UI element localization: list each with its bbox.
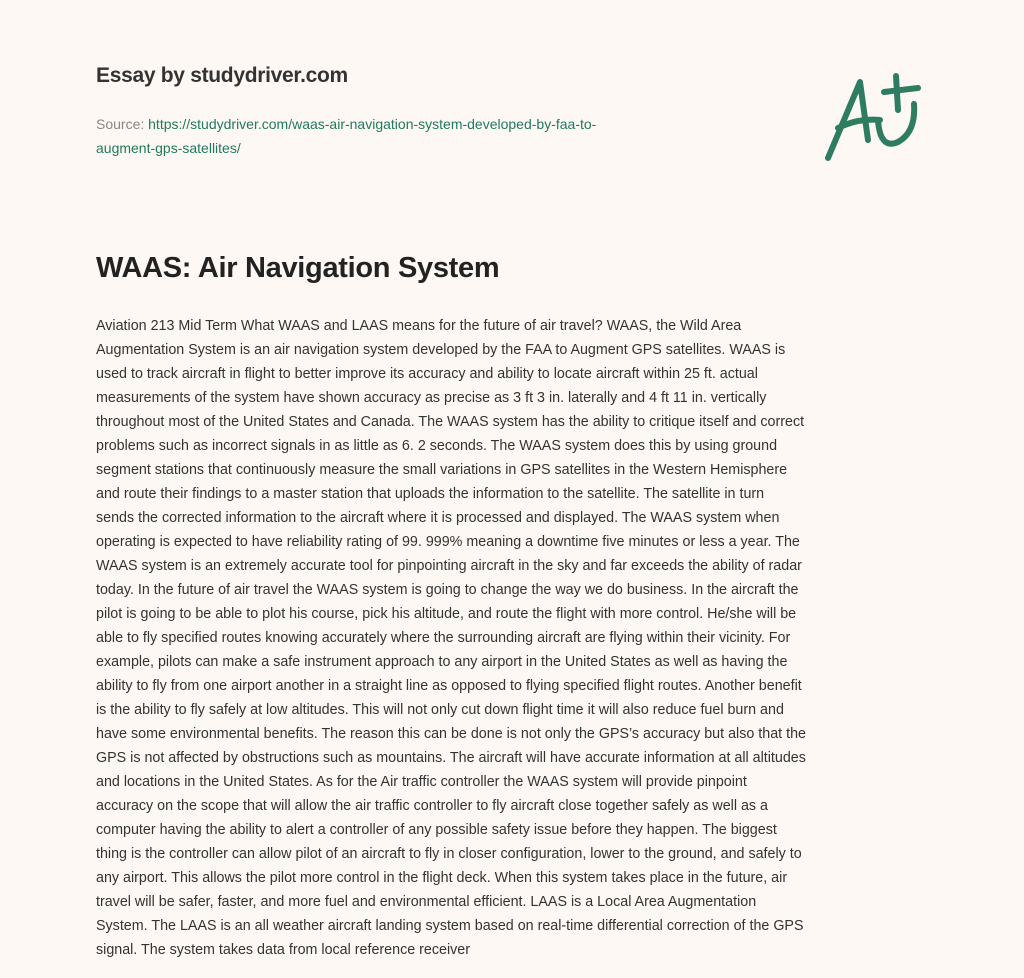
- body-line: able to fly specified routes knowing accurately where the surrounding aircraft are flying within their vicinity. For: [96, 630, 791, 646]
- body-line: Aviation 213 Mid Term What WAAS and LAAS means for the future of air travel? WAAS, the Wild Area: [96, 318, 742, 334]
- source-link[interactable]: https://studydriver.com/waas-air-navigation-system-developed-by-faa-to- augment-gps-satellites/: [96, 116, 597, 156]
- body-line: travel will be safer, faster, and more fuel and environmental efficient. LAAS is a Local Area Augmentation: [96, 894, 757, 910]
- body-line: used to track aircraft in flight to better improve its accuracy and ability to locate aircraft within 25 ft. actual: [96, 366, 758, 382]
- body-line: any airport. This allows the pilot more control in the flight deck. When this system takes place in the future, air: [96, 870, 788, 886]
- body-line: example, pilots can make a safe instrument approach to any airport in the United States as well as having the: [96, 654, 788, 670]
- body-line: accuracy on the scope that will allow the air traffic controller to fly aircraft close together safely as well as a: [96, 798, 768, 814]
- body-line: Augmentation System is an air navigation system developed by the FAA to Augment GPS satellites. WAAS is: [96, 342, 786, 358]
- body-line: GPS is not affected by obstructions such as mountains. The aircraft will have accurate information at all altitudes: [96, 750, 806, 766]
- body-line: sends the corrected information to the aircraft where it is processed and displayed. The WAAS system when: [96, 510, 780, 526]
- body-line: today. In the future of air travel the WAAS system is going to change the way we do business. In the aircraft the: [96, 582, 799, 598]
- body-line: WAAS system is an extremely accurate tool for pinpointing aircraft in the sky and far exceeds the ability of radar: [96, 558, 802, 574]
- a-plus-logo-icon: [818, 70, 930, 166]
- body-line: ability to fly from one airport another in a straight line as opposed to flying specified flight routes. Another benefit: [96, 678, 802, 694]
- body-line: thing is the controller can allow pilot of an aircraft to fly in closer configuration, lower to the ground, and safely to: [96, 846, 802, 862]
- body-line: operating is expected to have reliability rating of 99. 999% meaning a downtime five minutes or less a year. The: [96, 534, 800, 550]
- source-label: Source:: [96, 116, 149, 132]
- body-line: and route their findings to a master station that uploads the information to the satellite. The satellite in turn: [96, 486, 765, 502]
- body-line: computer having the ability to alert a controller of any possible safety issue before they happen. The biggest: [96, 822, 777, 838]
- article-title: WAAS: Air Navigation System: [96, 252, 500, 284]
- body-line: problems such as incorrect signals in as little as 6. 2 seconds. The WAAS system does this by using ground: [96, 438, 778, 454]
- body-line: measurements of the system have shown accuracy as precise as 3 ft 3 in. laterally and 4 ft 11 in. vertically: [96, 390, 767, 406]
- body-line: segment stations that continuously measure the small variations in GPS satellites in the Western Hemisphere: [96, 462, 788, 478]
- body-line: signal. The system takes data from local reference receiver: [96, 942, 471, 958]
- body-line: have some environmental benefits. The reason this can be done is not only the GPS’s accuracy but also that the: [96, 726, 806, 742]
- site-brand: Essay by studydriver.com: [96, 64, 348, 87]
- body-line: pilot is going to be able to plot his course, pick his altitude, and route the flight with more control. He/she will be: [96, 606, 797, 622]
- body-line: is the ability to fly safely at low altitudes. This will not only cut down flight time it will also reduce fuel burn and: [96, 702, 784, 718]
- body-line: throughout most of the United States and Canada. The WAAS system has the ability to critique itself and correct: [96, 414, 805, 430]
- source-line: [96, 112, 736, 160]
- body-line: and locations in the United States. As for the Air traffic controller the WAAS system will provide pinpoint: [96, 774, 747, 790]
- body-line: System. The LAAS is an all weather aircraft landing system based on real-time differential correction of the GPS: [96, 918, 804, 934]
- article-body: [96, 314, 936, 962]
